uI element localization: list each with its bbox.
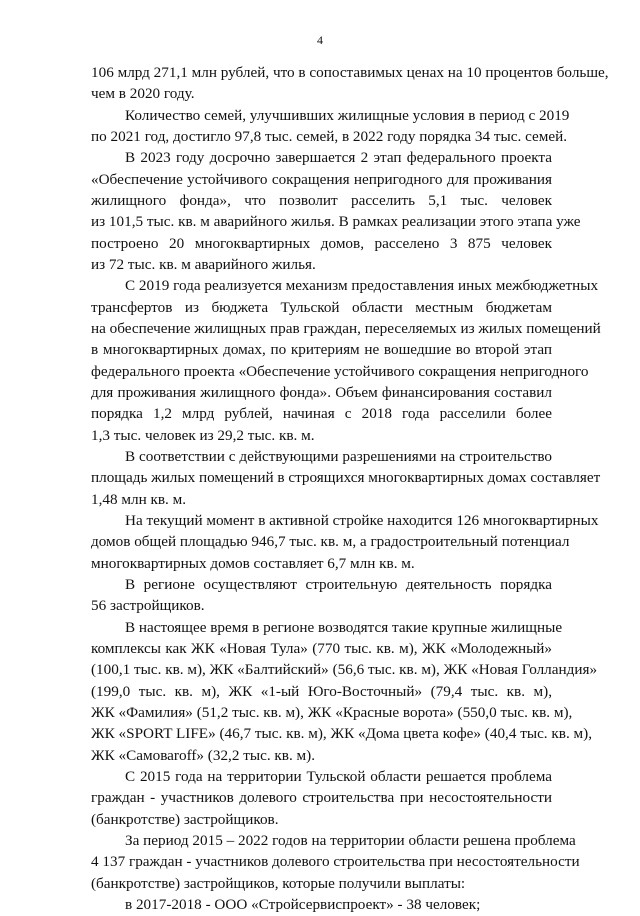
text-line: За период 2015 – 2022 годов на территории области решена проблема bbox=[125, 831, 576, 849]
text-line: С 2015 года на территории Тульской области решается проблема bbox=[125, 767, 552, 785]
text-line: С 2019 года реализуется механизм предоставления иных межбюджетных bbox=[125, 277, 599, 295]
text-line: 1,3 тыс. человек из 29,2 тыс. кв. м. bbox=[91, 426, 315, 444]
text-line: по 2021 год, достигло 97,8 тыс. семей, в 2022 году порядка 34 тыс. семей. bbox=[91, 128, 568, 145]
text-line: Количество семей, улучшивших жилищные условия в период с 2019 bbox=[125, 106, 570, 124]
text-line: ЖК «Самоваroff» (32,2 тыс. кв. м). bbox=[91, 746, 316, 764]
text-line: трансфертов из бюджета Тульской области местным бюджетам bbox=[91, 298, 552, 316]
text-line: построено 20 многоквартирных домов, расселено 3 875 человек bbox=[91, 234, 552, 252]
text-line: из 72 тыс. кв. м аварийного жилья. bbox=[91, 256, 316, 273]
text-line: ЖК «Фамилия» (51,2 тыс. кв. м), ЖК «Красные ворота» (550,0 тыс. кв. м), bbox=[91, 703, 573, 721]
text-line: многоквартирных домов составляет 6,7 млн кв. м. bbox=[91, 554, 415, 572]
text-line: жилищного фонда», что позволит расселить 5,1 тыс. человек bbox=[91, 192, 552, 209]
text-line: На текущий момент в активной стройке находится 126 многоквартирных bbox=[125, 511, 599, 529]
text-line: федерального проекта «Обеспечение устойчивого сокращения непригодного bbox=[91, 362, 589, 380]
text-line: из 101,5 тыс. кв. м аварийного жилья. В рамках реализации этого этапа уже bbox=[91, 213, 581, 231]
text-line: (199,0 тыс. кв. м), ЖК «1-ый Юго-Восточный» (79,4 тыс. кв. м), bbox=[91, 682, 552, 700]
text-line: «Обеспечение устойчивого сокращения непригодного для проживания bbox=[91, 170, 552, 188]
text-line: 106 млрд 271,1 млн рублей, что в сопоставимых ценах на 10 процентов больше, bbox=[91, 64, 609, 81]
text-line: 4 137 граждан - участников долевого строительства при несостоятельности bbox=[91, 853, 580, 871]
text-line: комплексы как ЖК «Новая Тула» (770 тыс. кв. м), ЖК «Молодежный» bbox=[91, 639, 552, 657]
text-line: домов общей площадью 946,7 тыс. кв. м, а градостроительный потенциал bbox=[91, 533, 570, 551]
text-line: В 2023 году досрочно завершается 2 этап федерального проекта bbox=[125, 149, 552, 167]
text-line: чем в 2020 году. bbox=[91, 85, 195, 103]
text-line: граждан - участников долевого строительства при несостоятельности bbox=[91, 789, 552, 807]
text-line: 56 застройщиков. bbox=[91, 597, 205, 615]
text-line: В настоящее время в регионе возводятся такие крупные жилищные bbox=[125, 618, 563, 636]
text-line: ЖК «SPORT LIFE» (46,7 тыс. кв. м), ЖК «Дома цвета кофе» (40,4 тыс. кв. м), bbox=[91, 725, 593, 743]
text-line: В регионе осуществляют строительную деятельность порядка bbox=[125, 575, 552, 593]
text-line: (банкротстве) застройщиков, которые получили выплаты: bbox=[91, 874, 466, 892]
page-number: 4 bbox=[317, 33, 323, 47]
text-line: В соответствии с действующими разрешениями на строительство bbox=[125, 447, 552, 465]
text-line: в 2017-2018 - ООО «Стройсервиспроект» - 38 человек; bbox=[125, 895, 481, 913]
text-line: 1,48 млн кв. м. bbox=[91, 490, 187, 508]
text-line: (100,1 тыс. кв. м), ЖК «Балтийский» (56,6 тыс. кв. м), ЖК «Новая Голландия» bbox=[91, 661, 598, 679]
text-line: в многоквартирных домах, по критериям не вошедшие во второй этап bbox=[91, 341, 552, 359]
text-line: площадь жилых помещений в строящихся многоквартирных домах составляет bbox=[91, 469, 601, 487]
text-line: на обеспечение жилищных прав граждан, переселяемых из жилых помещений bbox=[91, 320, 601, 337]
text-line: для проживания жилищного фонда». Объем финансирования составил bbox=[91, 383, 552, 401]
text-line: (банкротстве) застройщиков. bbox=[91, 810, 279, 828]
text-line: порядка 1,2 млрд рублей, начиная с 2018 года расселили более bbox=[91, 405, 552, 423]
